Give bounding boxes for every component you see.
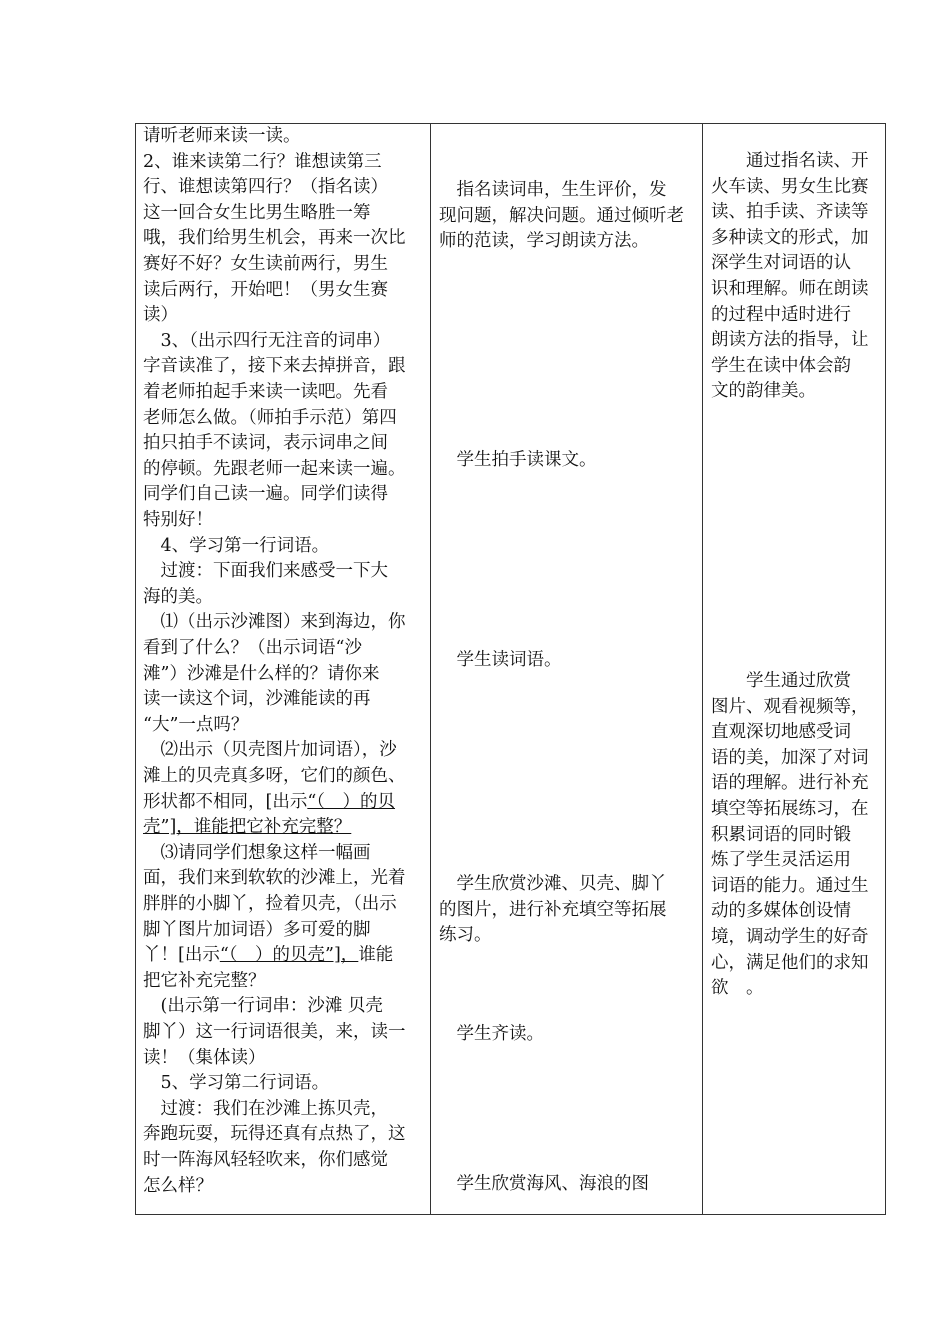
process-text: 形状都不相同，[出示 [143, 791, 308, 812]
process-line [143, 790, 395, 816]
process-line: 行、谁想读第四行？（指名读） [143, 177, 388, 198]
process-line: 老师怎么做。（师拍手示范）第四 [143, 407, 397, 428]
process-line: 怎么样？ [143, 1175, 213, 1196]
activity-line: 的图片，进行补充填空等拓展 [439, 899, 667, 920]
activity-line: 师的范读，学习朗读方法。 [439, 231, 649, 252]
process-line: 2、谁来读第二行？谁想读第三 [143, 151, 382, 172]
activity-line: 学生齐读。 [439, 1024, 544, 1044]
process-line: 脚丫图片加词语）多可爱的脚 [143, 919, 371, 940]
process-line: ⑶请同学们想象这样一幅画 [143, 842, 371, 863]
intent-line: 朗读方法的指导，让 [711, 330, 869, 351]
process-line: “大”一点吗？ [143, 714, 249, 735]
process-line: 请听老师来读一读。 [143, 126, 301, 146]
process-line: 3、（出示四行无注音的词串） [143, 330, 391, 351]
process-line: 赛好不好？女生读前两行，男生 [143, 254, 388, 274]
intent-line: 境，调动学生的好奇 [711, 927, 869, 947]
teaching-process-cell [136, 124, 430, 1214]
process-line: 特别好！ [143, 510, 213, 530]
intent-line: 语的理解。进行补充 [711, 773, 869, 794]
process-line: 着老师拍起手来读一读吧。先看 [143, 382, 388, 402]
activity-line: 现问题，解决问题。通过倾听老 [439, 205, 684, 226]
process-line: 面，我们来到软软的沙滩上，光着 [143, 868, 406, 889]
intent-line: 炼了学生灵活运用 [711, 850, 851, 871]
process-line: 看到了什么？（出示词语“沙 [143, 638, 362, 658]
process-line [143, 815, 351, 841]
process-line: 奔跑玩耍，玩得还真有点热了，这 [143, 1124, 406, 1145]
process-line: (出示第一行词串：沙滩 贝壳 [143, 996, 383, 1017]
intent-line: 学生通过欣赏 [711, 671, 851, 691]
activity-line: 学生读词语。 [439, 650, 562, 670]
process-line: 读！（集体读） [143, 1047, 266, 1068]
process-line: 5、学习第二行词语。 [143, 1073, 330, 1094]
intent-line: 识和理解。师在朗读 [711, 279, 869, 299]
process-line: 过渡：我们在沙滩上拣贝壳， [143, 1098, 388, 1119]
process-text: 丫！[出示 [143, 945, 220, 966]
process-text: 壳”]，谁能把它补充完整？ [143, 817, 352, 838]
process-line: 哦，我们给男生机会，再来一次比 [143, 228, 406, 249]
intent-line: 动的多媒体创设情 [711, 901, 851, 922]
process-line: 这一回合女生比男生略胜一筹 [143, 202, 371, 223]
process-line: 时一阵海风轻轻吹来，你们感觉 [143, 1150, 388, 1170]
intent-line: 欲 。 [711, 978, 764, 999]
intent-line: 图片、观看视频等， [711, 696, 869, 717]
intent-line: 读、拍手读、齐读等 [711, 202, 869, 223]
process-line: 读一读这个词，沙滩能读的再 [143, 689, 371, 710]
process-line: 拍只拍手不读词，表示词串之间 [143, 433, 388, 454]
process-line: 的停顿。先跟老师一起来读一遍。 [143, 458, 406, 479]
student-activity-cell [430, 124, 702, 1214]
intent-line: 填空等拓展练习，在 [711, 799, 869, 819]
lesson-plan-table [135, 123, 886, 1215]
process-line: 同学们自己读一遍。同学们读得 [143, 484, 388, 505]
design-intent-cell [702, 124, 887, 1214]
intent-line: 多种读文的形式，加 [711, 227, 869, 248]
intent-line: 的过程中适时进行 [711, 304, 851, 325]
intent-line: 深学生对词语的认 [711, 253, 851, 274]
process-line: 字音读准了，接下来去掉拼音，跟 [143, 356, 406, 377]
intent-line: 词语的能力。通过生 [711, 875, 869, 896]
process-line: ⑵出示（贝壳图片加词语），沙 [143, 740, 397, 761]
intent-line: 通过指名读、开 [711, 151, 869, 171]
fill-blank-prompt: “（ ）的贝 [307, 791, 396, 812]
intent-line: 学生在读中体会韵 [711, 355, 851, 376]
process-line: 滩”）沙滩是什么样的？请你来 [143, 663, 380, 684]
activity-line: 练习。 [439, 925, 492, 946]
process-line: ⑴（出示沙滩图）来到海边，你 [143, 612, 406, 633]
intent-line: 文的韵律美。 [711, 381, 816, 402]
activity-line: 指名读词串，生生评价，发 [439, 180, 667, 200]
intent-line: 语的美，加深了对词 [711, 747, 869, 768]
activity-line: 学生欣赏海风、海浪的图 [439, 1174, 649, 1194]
process-line: 脚丫）这一行词语很美，来，读一 [143, 1022, 406, 1042]
activity-line: 学生欣赏沙滩、贝壳、脚丫 [439, 874, 667, 894]
process-text: 谁能 [358, 945, 394, 966]
process-line: 胖胖的小脚丫，捡着贝壳，（出示 [143, 894, 397, 914]
process-line: 海的美。 [143, 586, 213, 607]
intent-line: 心，满足他们的求知 [711, 952, 869, 973]
process-line: 读） [143, 305, 178, 326]
intent-line: 积累词语的同时锻 [711, 824, 851, 845]
process-line: 读后两行，开始吧！（男女生赛 [143, 279, 388, 300]
process-line: 4、学习第一行词语。 [143, 535, 330, 556]
intent-line: 直观深切地感受词 [711, 722, 851, 743]
fill-blank-prompt: “（ ）的贝壳”]， [219, 945, 359, 966]
process-line: 过渡：下面我们来感受一下大 [143, 561, 388, 582]
process-line: 把它补充完整？ [143, 970, 266, 991]
process-line [143, 943, 393, 969]
process-line: 滩上的贝壳真多呀，它们的颜色、 [143, 766, 406, 786]
intent-line: 火车读、男女生比赛 [711, 176, 869, 197]
activity-line: 学生拍手读课文。 [439, 450, 597, 470]
